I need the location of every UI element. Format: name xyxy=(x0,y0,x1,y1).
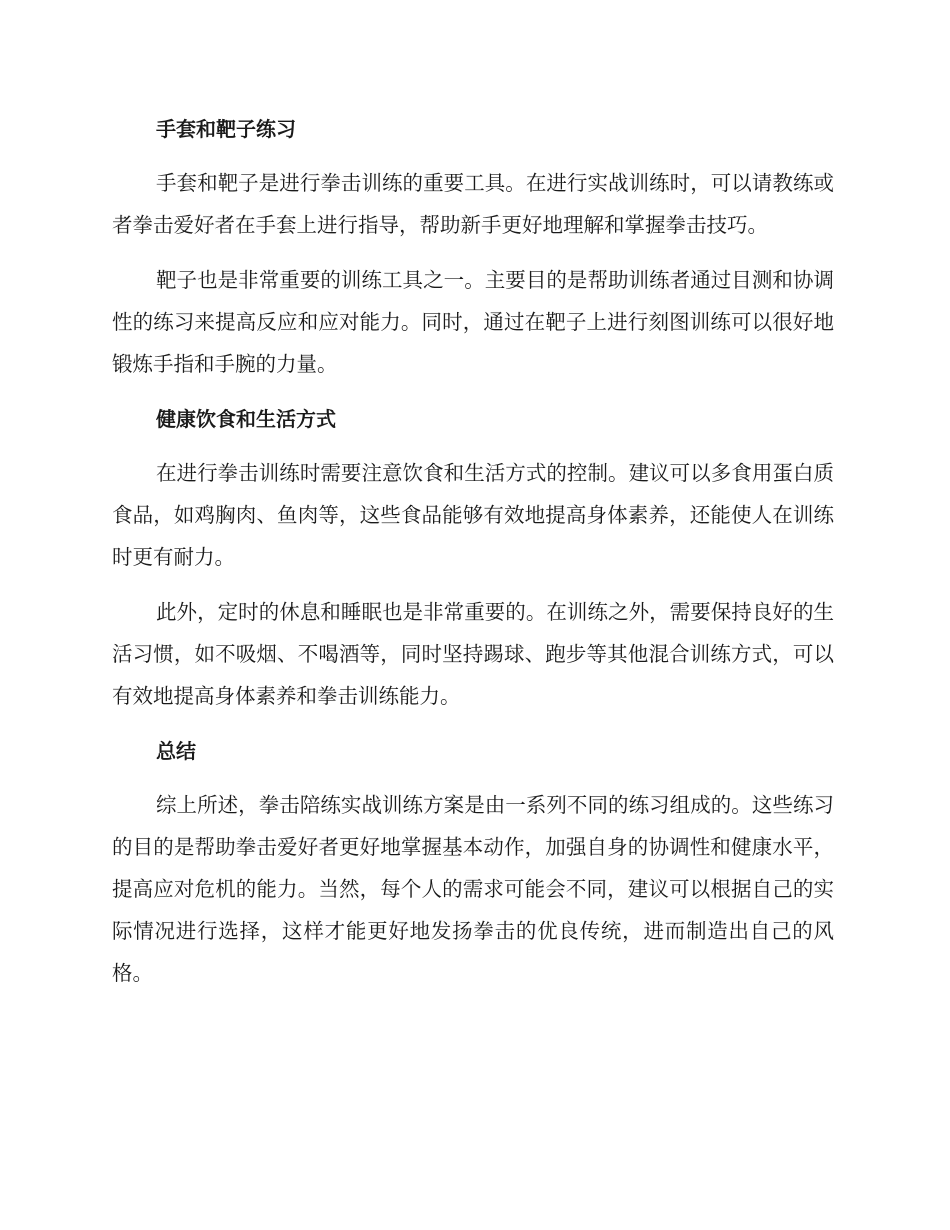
paragraph-gloves-and-pads-1: 手套和靶子是进行拳击训练的重要工具。在进行实战训练时，可以请教练或者拳击爱好者在手套上进行指导，帮助新手更好地理解和掌握拳击技巧。 xyxy=(112,171,834,237)
document-page xyxy=(112,108,834,994)
paragraph-summary-1: 综上所述，拳击陪练实战训练方案是由一系列不同的练习组成的。这些练习的目的是帮助拳击爱好者更好地掌握基本动作，加强自身的协调性和健康水平，提高应对危机的能力。当然，每个人的需求可能会不同，建议可以根据自己的实际情况进行选择，这样才能更好地发扬拳击的优良传统，进而制造出自己的风格。 xyxy=(112,793,834,985)
section-heading-summary: 总结 xyxy=(156,739,196,763)
section-heading-gloves-and-pads: 手套和靶子练习 xyxy=(156,117,296,141)
paragraph-diet-and-lifestyle-2: 此外，定时的休息和睡眠也是非常重要的。在训练之外，需要保持良好的生活习惯，如不吸烟、不喝酒等，同时坚持踢球、跑步等其他混合训练方式，可以有效地提高身体素养和拳击训练能力。 xyxy=(112,600,834,708)
paragraph-gloves-and-pads-2: 靶子也是非常重要的训练工具之一。主要目的是帮助训练者通过目测和协调性的练习来提高反应和应对能力。同时，通过在靶子上进行刻图训练可以很好地锻炼手指和手腕的力量。 xyxy=(112,268,834,376)
section-heading-diet-and-lifestyle: 健康饮食和生活方式 xyxy=(156,407,336,431)
paragraph-diet-and-lifestyle-1: 在进行拳击训练时需要注意饮食和生活方式的控制。建议可以多食用蛋白质食品，如鸡胸肉、鱼肉等，这些食品能够有效地提高身体素养，还能使人在训练时更有耐力。 xyxy=(112,461,834,569)
